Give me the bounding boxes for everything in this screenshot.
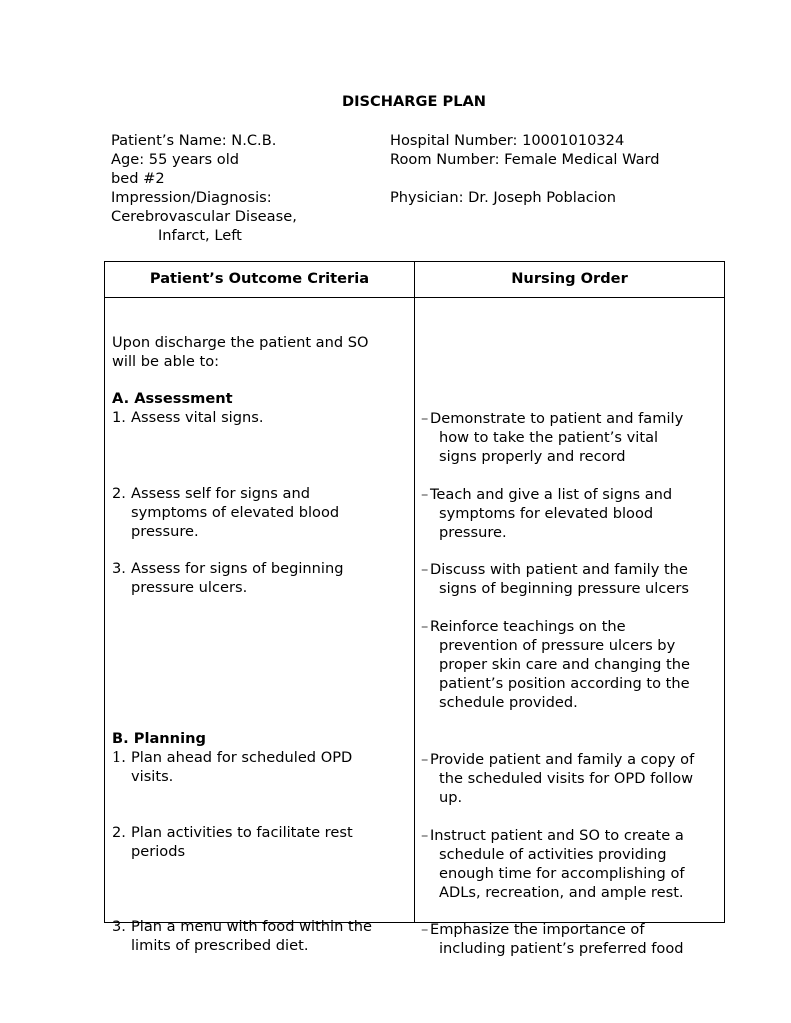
diagnosis-label: Impression/Diagnosis:	[111, 188, 272, 206]
criteria-item: 3. Plan a menu with food within the limits of prescribed diet.	[112, 918, 372, 954]
diagnosis-value: Cerebrovascular Disease,	[111, 207, 297, 225]
patient-age: Age: 55 years old	[111, 150, 240, 168]
nursing-order-item: – Demonstrate to patient and family how to take the patient’s vital signs properly and record	[421, 410, 684, 465]
nursing-order-item: – Emphasize the importance of including patient’s preferred food	[421, 921, 684, 957]
nursing-order-item: – Teach and give a list of signs and symptoms for elevated blood pressure.	[421, 486, 673, 541]
nursing-order-column	[415, 298, 725, 957]
document-title: DISCHARGE PLAN	[341, 93, 487, 110]
patient-bed: bed #2	[111, 169, 165, 187]
intro-text: Upon discharge the patient and SO will be able to:	[112, 334, 369, 370]
criteria-item: 2. Plan activities to facilitate rest periods	[112, 824, 353, 860]
hospital-number: Hospital Number: 10001010324	[390, 132, 625, 149]
criteria-item: 1. Assess vital signs.	[112, 409, 264, 426]
criteria-item: 1. Plan ahead for scheduled OPD visits.	[112, 749, 353, 785]
header-nursing-order: Nursing Order	[415, 262, 725, 298]
criteria-column	[105, 298, 415, 954]
nursing-order-item: – Discuss with patient and family the signs of beginning pressure ulcers	[421, 561, 689, 597]
room-number: Room Number: Female Medical Ward	[390, 150, 660, 168]
header-outcome-criteria: Patient’s Outcome Criteria	[105, 262, 415, 298]
patient-name: Patient’s Name: N.C.B.	[111, 132, 277, 149]
diagnosis-detail: Infarct, Left	[158, 226, 242, 244]
criteria-item: 2. Assess self for signs and symptoms of elevated blood pressure.	[112, 485, 340, 540]
nursing-order-item: – Reinforce teachings on the prevention of pressure ulcers by proper skin care and changing the patient’s position according to the schedule provided.	[421, 618, 690, 711]
patient-info-left	[111, 132, 297, 245]
section-assessment-heading: A. Assessment	[112, 390, 233, 407]
section-planning-heading: B. Planning	[112, 730, 206, 747]
patient-info-right	[390, 132, 660, 208]
nursing-order-item: – Provide patient and family a copy of the scheduled visits for OPD follow up.	[421, 751, 695, 806]
physician: Physician: Dr. Joseph Poblacion	[390, 188, 617, 206]
nursing-order-item: – Instruct patient and SO to create a schedule of activities providing enough time for accomplishing of ADLs, recreation, and ample rest.	[421, 827, 685, 901]
discharge-plan-table	[104, 261, 725, 957]
criteria-item: 3. Assess for signs of beginning pressure ulcers.	[112, 560, 344, 596]
